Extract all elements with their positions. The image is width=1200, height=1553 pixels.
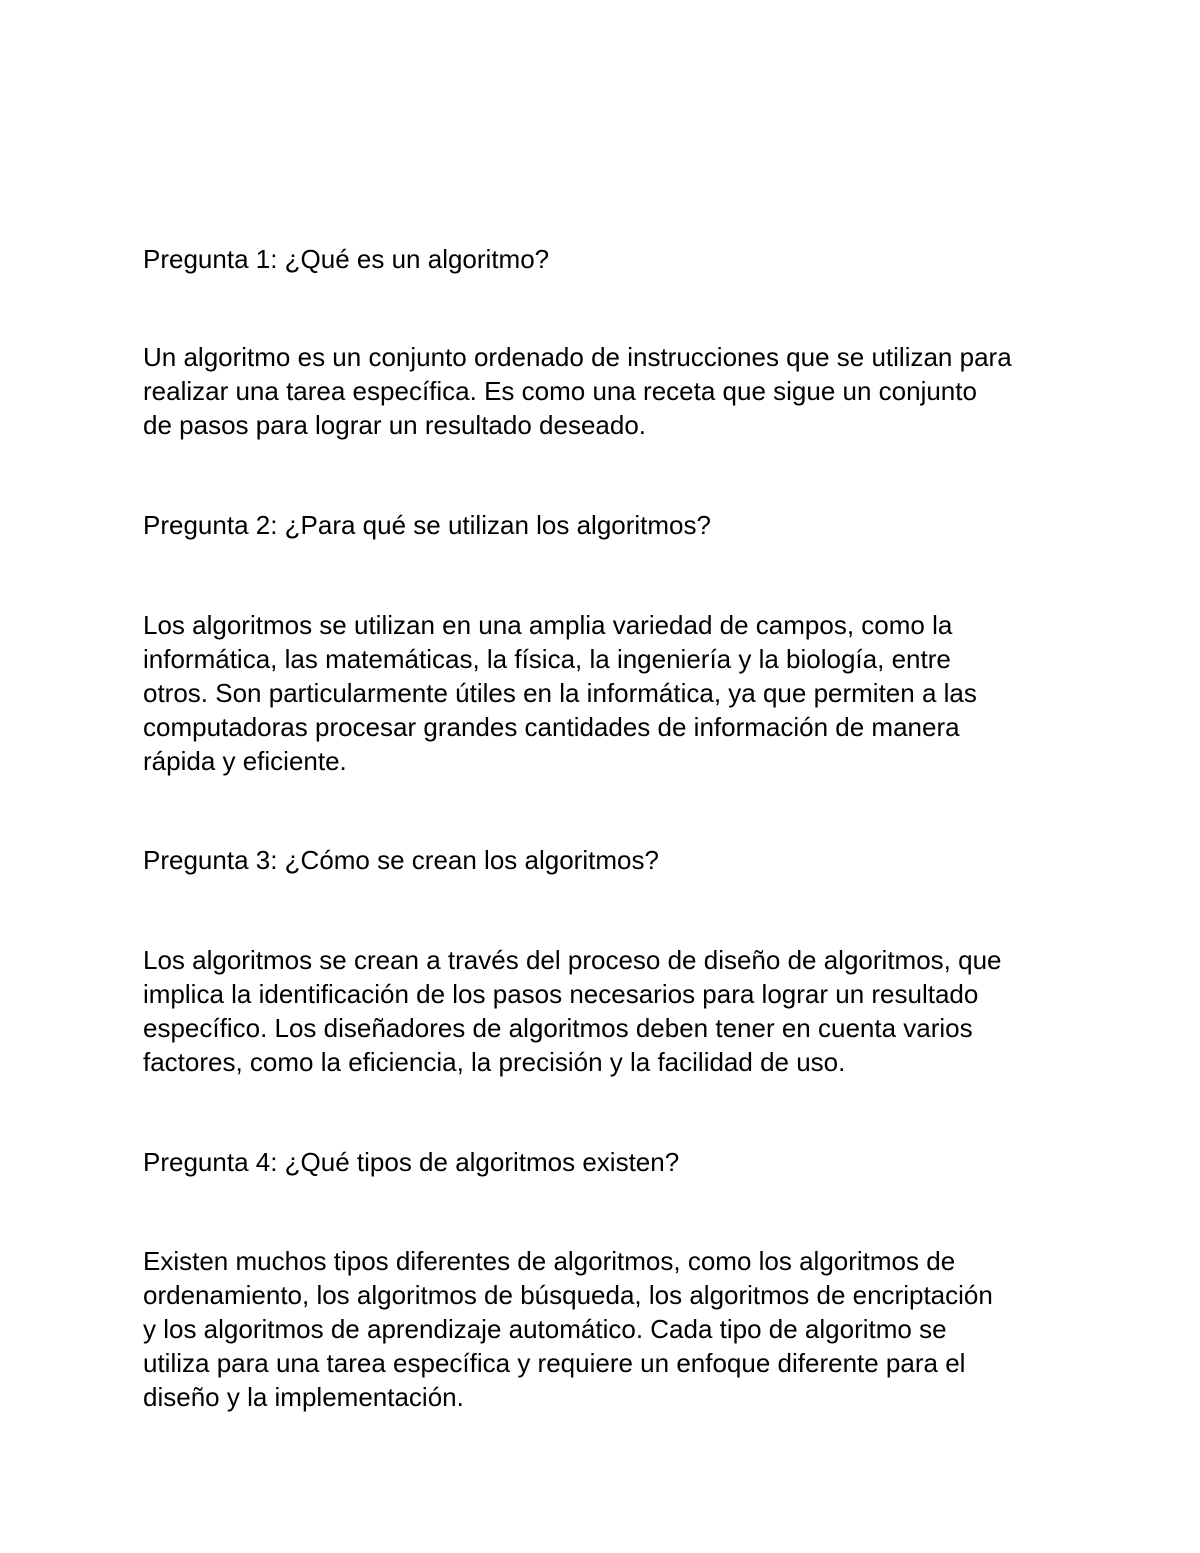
answer-4-line-1: Existen muchos tipos diferentes de algoritmos, como los algoritmos de xyxy=(143,1246,956,1276)
answer-3-line-3: específico. Los diseñadores de algoritmos deben tener en cuenta varios xyxy=(143,1013,973,1043)
question-2-text: Pregunta 2: ¿Para qué se utilizan los algoritmos? xyxy=(143,510,711,540)
answer-4-paragraph xyxy=(143,1244,1083,1414)
answer-1-line-1: Un algoritmo es un conjunto ordenado de instrucciones que se utilizan para xyxy=(143,342,1012,372)
answer-2-line-5: rápida y eficiente. xyxy=(143,746,347,776)
question-2-heading xyxy=(143,508,1083,542)
answer-4-line-2: ordenamiento, los algoritmos de búsqueda, los algoritmos de encriptación xyxy=(143,1280,993,1310)
answer-4-line-3: y los algoritmos de aprendizaje automático. Cada tipo de algoritmo se xyxy=(143,1314,947,1344)
question-3-text: Pregunta 3: ¿Cómo se crean los algoritmos? xyxy=(143,845,659,875)
answer-3-line-1: Los algoritmos se crean a través del proceso de diseño de algoritmos, que xyxy=(143,945,1002,975)
answer-2-paragraph xyxy=(143,608,1083,778)
answer-2-line-1: Los algoritmos se utilizan en una amplia variedad de campos, como la xyxy=(143,610,953,640)
answer-1-paragraph xyxy=(143,340,1083,442)
answer-4-line-4: utiliza para una tarea específica y requiere un enfoque diferente para el xyxy=(143,1348,966,1378)
question-1-text: Pregunta 1: ¿Qué es un algoritmo? xyxy=(143,244,550,274)
question-1-heading xyxy=(143,242,1083,276)
answer-2-line-3: otros. Son particularmente útiles en la informática, ya que permiten a las xyxy=(143,678,977,708)
answer-1-line-2: realizar una tarea específica. Es como una receta que sigue un conjunto xyxy=(143,376,977,406)
answer-3-line-2: implica la identificación de los pasos necesarios para lograr un resultado xyxy=(143,979,979,1009)
answer-2-line-2: informática, las matemáticas, la física, la ingeniería y la biología, entre xyxy=(143,644,951,674)
question-3-heading xyxy=(143,843,1083,877)
question-4-heading xyxy=(143,1145,1083,1179)
answer-3-line-4: factores, como la eficiencia, la precisión y la facilidad de uso. xyxy=(143,1047,846,1077)
answer-3-paragraph xyxy=(143,943,1083,1079)
question-4-text: Pregunta 4: ¿Qué tipos de algoritmos existen? xyxy=(143,1147,680,1177)
answer-2-line-4: computadoras procesar grandes cantidades de información de manera xyxy=(143,712,960,742)
answer-4-line-5: diseño y la implementación. xyxy=(143,1382,464,1412)
answer-1-line-3: de pasos para lograr un resultado deseado. xyxy=(143,410,647,440)
